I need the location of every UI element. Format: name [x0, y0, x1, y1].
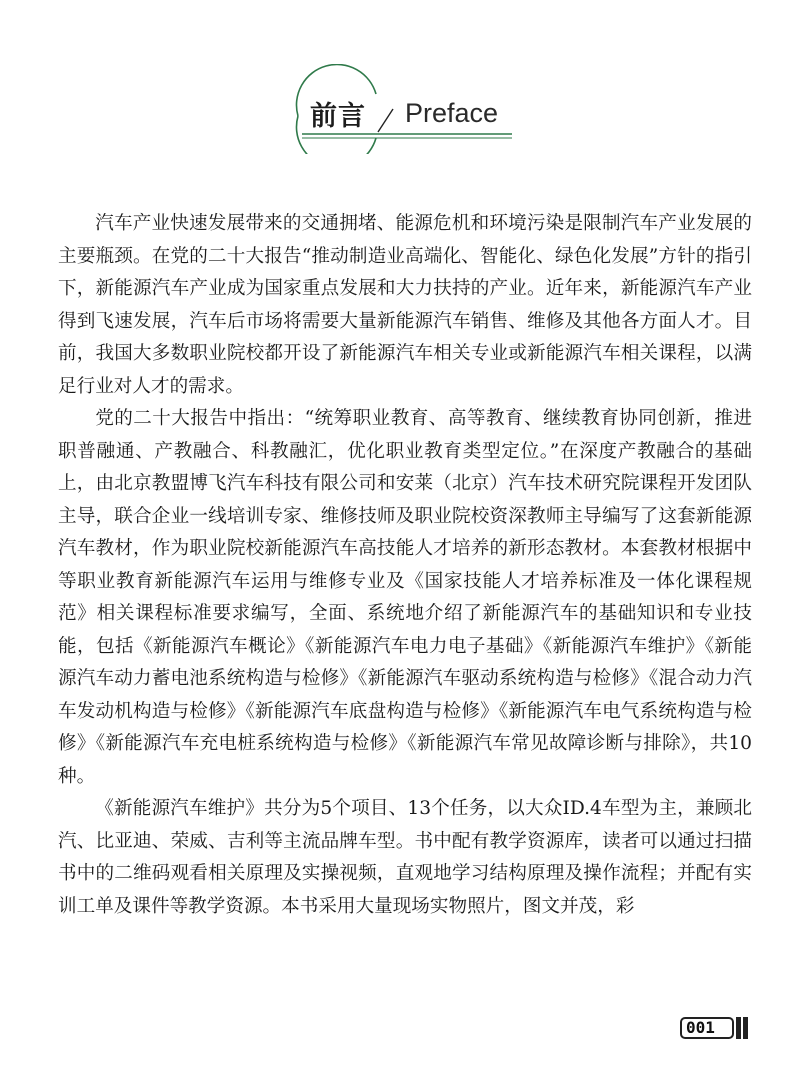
page-title-en: Preface — [405, 98, 499, 128]
header-slash — [378, 109, 393, 132]
page-number-badge — [674, 1015, 750, 1041]
page-title-cn: 前言 — [310, 101, 366, 132]
preface-header — [280, 64, 520, 154]
page-number-bar — [743, 1017, 748, 1039]
page-number-bar — [736, 1017, 741, 1039]
page-number: 001 — [686, 1018, 715, 1037]
paragraph-1: 汽车产业快速发展带来的交通拥堵、能源危机和环境污染是限制汽车产业发展的主要瓶颈。在党的二十大报告“推动制造业高端化、智能化、绿色化发展”方针的指引下，新能源汽车产业成为国家重点发展和大力扶持的产业。近年来，新能源汽车产业得到飞速发展，汽车后市场将需要大量新能源汽车销售、维修及其他各方面人才。目前，我国大多数职业院校都开设了新能源汽车相关专业或新能源汽车相关课程，以满足行业对人才的需求。 — [58, 213, 752, 397]
paragraph-3: 《新能源汽车维护》共分为5个项目、13个任务，以大众ID.4车型为主，兼顾北汽、比亚迪、荣威、吉利等主流品牌车型。书中配有教学资源库，读者可以通过扫描书中的二维码观看相关原理及实操视频，直观地学习结构原理及操作流程；并配有实训工单及课件等教学资源。本书采用大量现场实物照片，图文并茂，彩 — [58, 798, 752, 917]
paragraph-2: 党的二十大报告中指出：“统筹职业教育、高等教育、继续教育协同创新，推进职普融通、产教融合、科教融汇，优化职业教育类型定位。”在深度产教融合的基础上，由北京教盟博飞汽车科技有限公司和安莱（北京）汽车技术研究院课程开发团队主导，联合企业一线培训专家、维修技师及职业院校资深教师主导编写了这套新能源汽车教材，作为职业院校新能源汽车高技能人才培养的新形态教材。本套教材根据中等职业教育新能源汽车运用与维修专业及《国家技能人才培养标准及一体化课程规范》相关课程标准要求编写，全面、系统地介绍了新能源汽车的基础知识和专业技能，包括《新能源汽车概论》《新能源汽车电力电子基础》《新能源汽车维护》《新能源汽车动力蓄电池系统构造与检修》《新能源汽车驱动系统构造与检修》《混合动力汽车发动机构造与检修》《新能源汽车底盘构造与检修》《新能源汽车电气系统构造与检修》《新能源汽车充电桩系统构造与检修》《新能源汽车常见故障诊断与排除》，共10种。 — [58, 408, 752, 787]
preface-body — [58, 208, 752, 923]
